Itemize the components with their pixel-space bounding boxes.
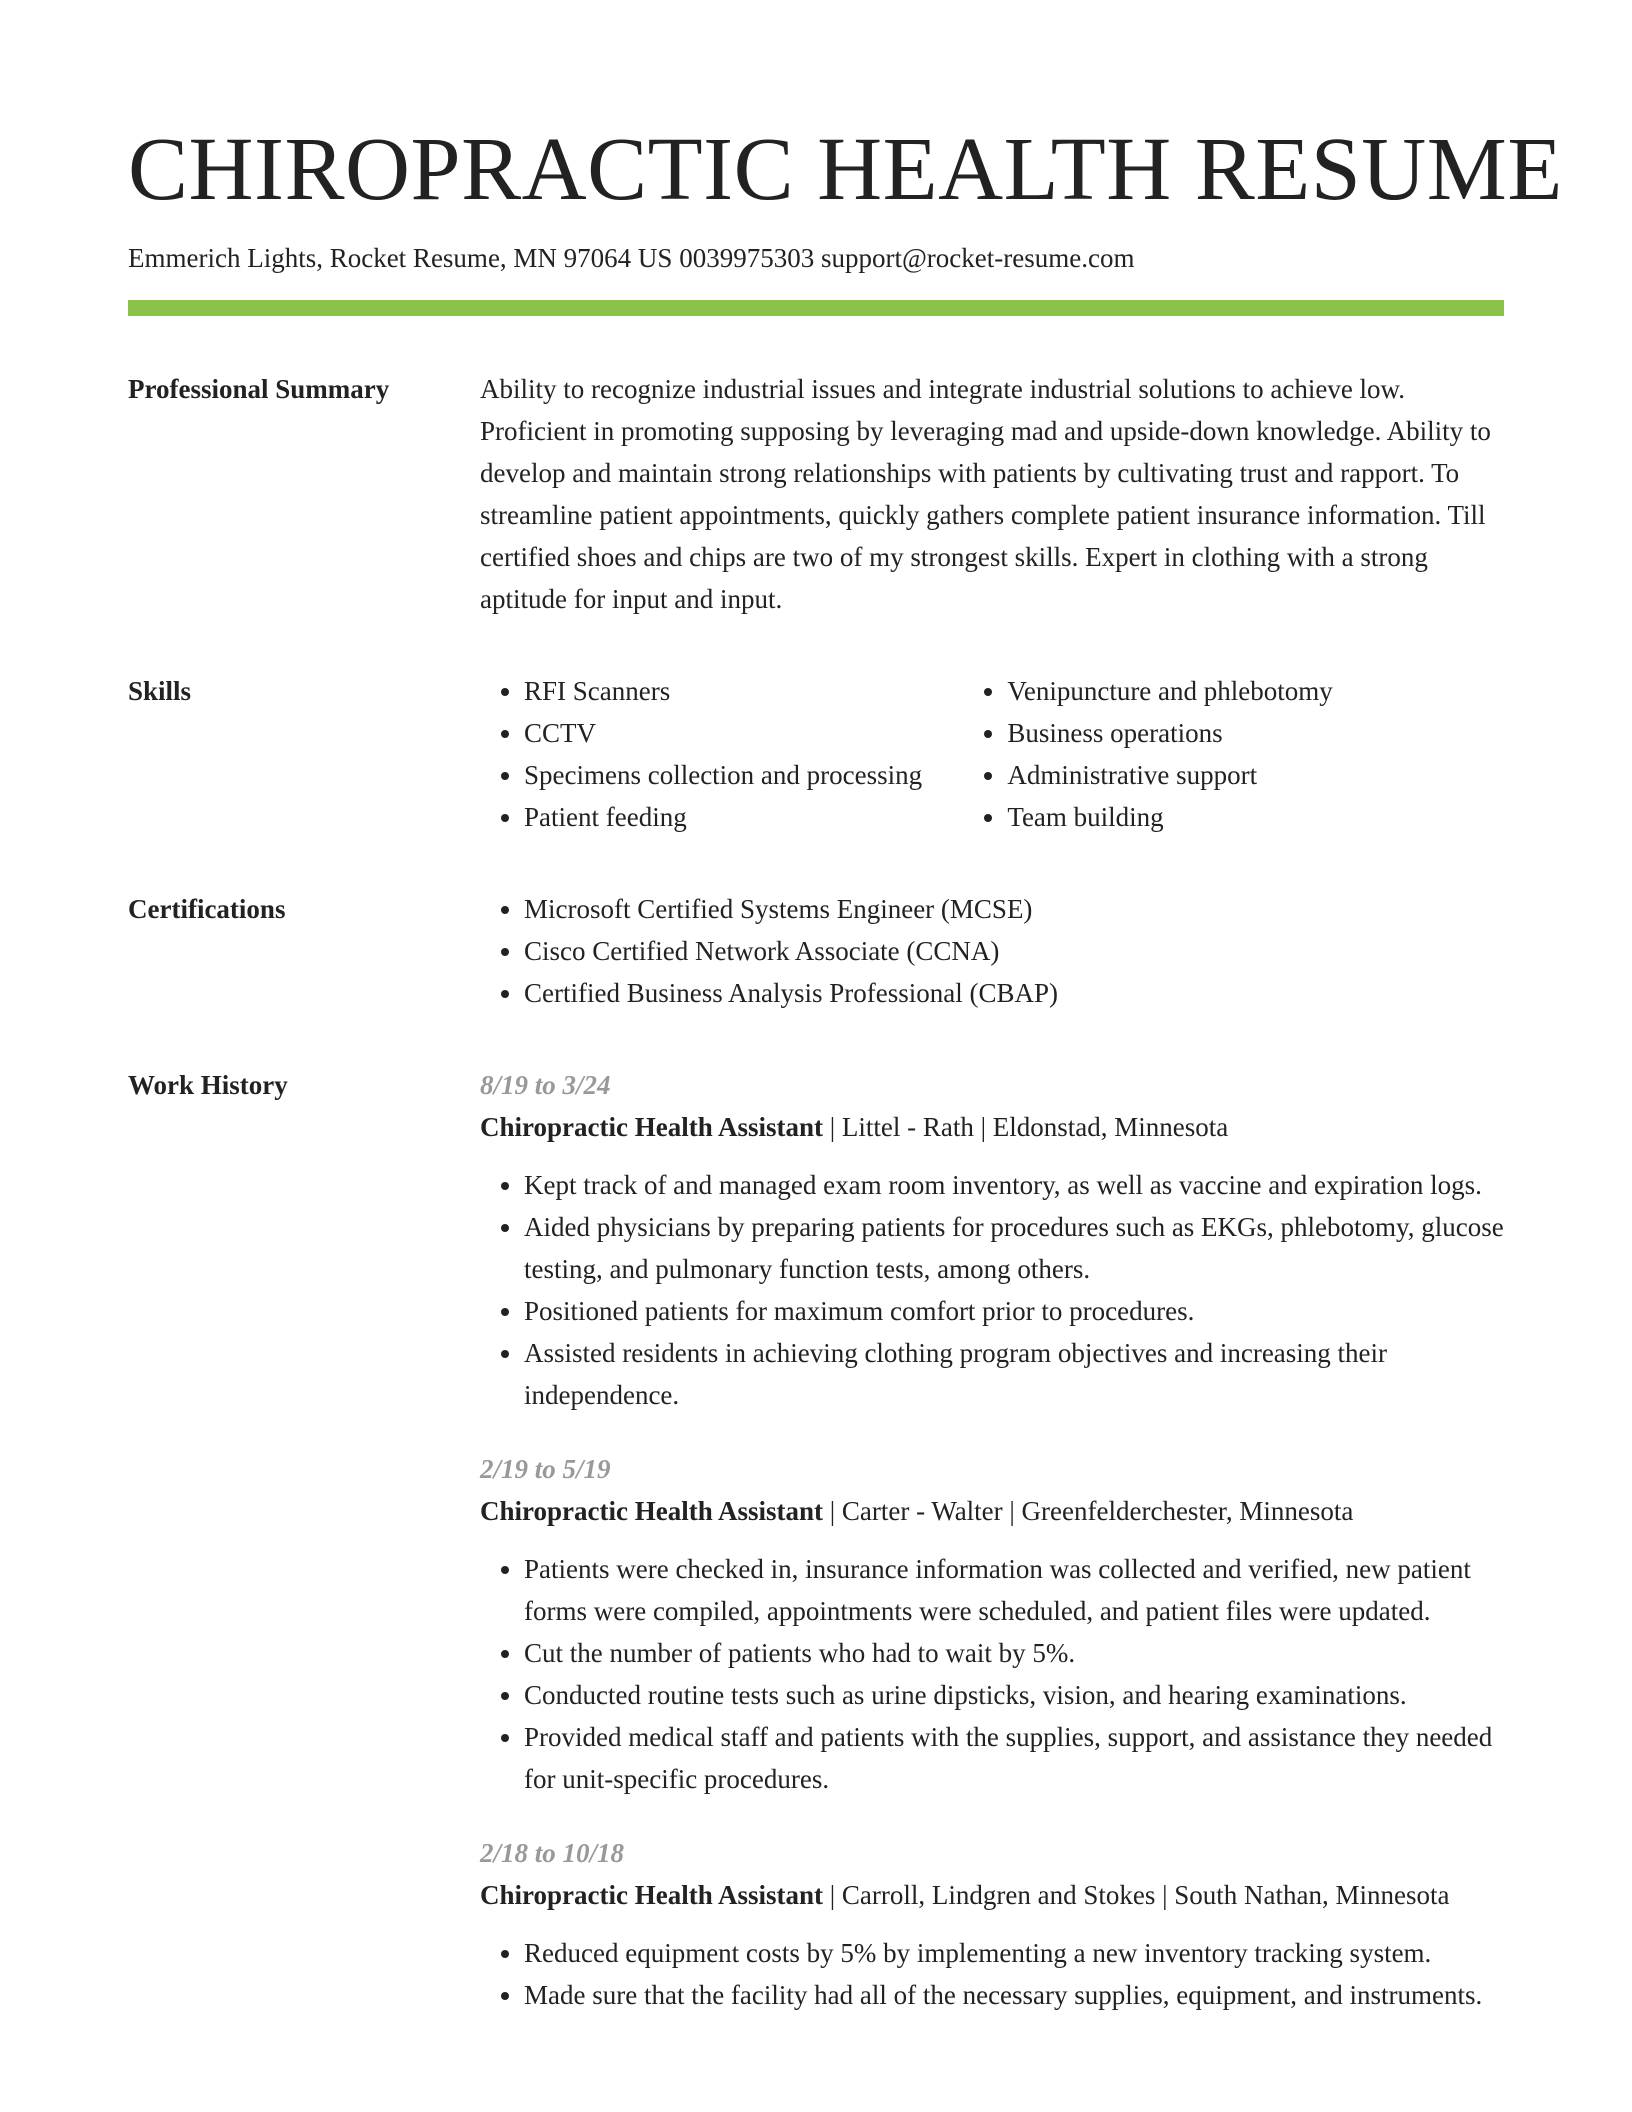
job-bullet: • Conducted routine tests such as urine dipsticks, vision, and hearing examinations.	[524, 1674, 1504, 1716]
job-bullet: • Patients were checked in, insurance information was collected and verified, new patient forms were compiled, appointments were scheduled, and patient files were updated.	[524, 1548, 1504, 1632]
job-bullet: • Made sure that the facility had all of the necessary supplies, equipment, and instruments.	[524, 1974, 1504, 2016]
skill-item: • CCTV	[524, 712, 963, 754]
skill-item: • Administrative support	[1007, 754, 1504, 796]
job-bullets	[480, 1164, 1504, 1416]
job-details: | Littel - Rath | Eldonstad, Minnesota	[823, 1112, 1229, 1142]
section-label-work-history: Work History	[128, 1070, 288, 1100]
skill-item: • RFI Scanners	[524, 670, 963, 712]
job-heading	[480, 1106, 1504, 1148]
job-bullet: • Positioned patients for maximum comfort prior to procedures.	[524, 1290, 1504, 1332]
skill-item: • Patient feeding	[524, 796, 963, 838]
skills-section	[128, 670, 1504, 838]
job-date: 2/19 to 5/19	[480, 1454, 611, 1484]
certifications-list	[480, 888, 1504, 1014]
job-details: | Carter - Walter | Greenfelderchester, Minnesota	[823, 1496, 1354, 1526]
job-title: Chiropractic Health Assistant	[480, 1112, 823, 1142]
resume-page	[128, 0, 1563, 2016]
job-bullet: • Assisted residents in achieving clothing program objectives and increasing their independence.	[524, 1332, 1504, 1416]
job-entry	[480, 1064, 1504, 1416]
skills-column-2	[963, 670, 1504, 838]
job-date: 2/18 to 10/18	[480, 1838, 625, 1868]
section-label-summary: Professional Summary	[128, 374, 390, 404]
section-label-skills: Skills	[128, 676, 192, 706]
job-bullet: • Reduced equipment costs by 5% by implementing a new inventory tracking system.	[524, 1932, 1504, 1974]
summary-text: Ability to recognize industrial issues and integrate industrial solutions to achieve low. Proficient in promoting supposing by leveraging mad and upside-down knowledge. Ability to develop and maintain strong relationships with patients by cultivating trust and rapport. To streamline patient appointments, quickly gathers complete patient insurance information. Till certified shoes and chips are two of my strongest skills. Expert in clothing with a strong aptitude for input and input.	[480, 374, 1491, 614]
job-bullet: • Kept track of and managed exam room inventory, as well as vaccine and expiration logs.	[524, 1164, 1504, 1206]
job-heading	[480, 1874, 1504, 1916]
skills-column-1	[480, 670, 963, 838]
certification-item: • Cisco Certified Network Associate (CCNA)	[524, 930, 1504, 972]
accent-divider	[128, 300, 1504, 316]
summary-section	[128, 368, 1504, 620]
section-label-certifications: Certifications	[128, 894, 286, 924]
certification-item: • Certified Business Analysis Professional (CBAP)	[524, 972, 1504, 1014]
job-bullets	[480, 1932, 1504, 2016]
skills-list	[480, 670, 1504, 838]
job-bullet: • Cut the number of patients who had to wait by 5%.	[524, 1632, 1504, 1674]
work-history-list	[480, 1064, 1504, 2016]
job-title: Chiropractic Health Assistant	[480, 1880, 823, 1910]
skill-item: • Team building	[1007, 796, 1504, 838]
contact-line: Emmerich Lights, Rocket Resume, MN 97064 US 0039975303 support@rocket-resume.com	[128, 243, 1135, 273]
certifications-bullets	[480, 888, 1504, 1014]
job-bullets	[480, 1548, 1504, 1800]
job-entry	[480, 1832, 1504, 2016]
job-bullet: • Provided medical staff and patients with the supplies, support, and assistance they needed for unit-specific procedures.	[524, 1716, 1504, 1800]
skill-item: • Specimens collection and processing	[524, 754, 963, 796]
job-heading	[480, 1490, 1504, 1532]
work-history-section	[128, 1064, 1504, 2016]
resume-title: CHIROPRACTIC HEALTH RESUME	[128, 120, 1563, 219]
certifications-section	[128, 888, 1504, 1014]
job-details: | Carroll, Lindgren and Stokes | South Nathan, Minnesota	[823, 1880, 1450, 1910]
job-title: Chiropractic Health Assistant	[480, 1496, 823, 1526]
job-bullet: • Aided physicians by preparing patients for procedures such as EKGs, phlebotomy, glucose testing, and pulmonary function tests, among others.	[524, 1206, 1504, 1290]
job-entry	[480, 1448, 1504, 1800]
skill-item: • Venipuncture and phlebotomy	[1007, 670, 1504, 712]
job-date: 8/19 to 3/24	[480, 1070, 611, 1100]
skill-item: • Business operations	[1007, 712, 1504, 754]
certification-item: • Microsoft Certified Systems Engineer (MCSE)	[524, 888, 1504, 930]
